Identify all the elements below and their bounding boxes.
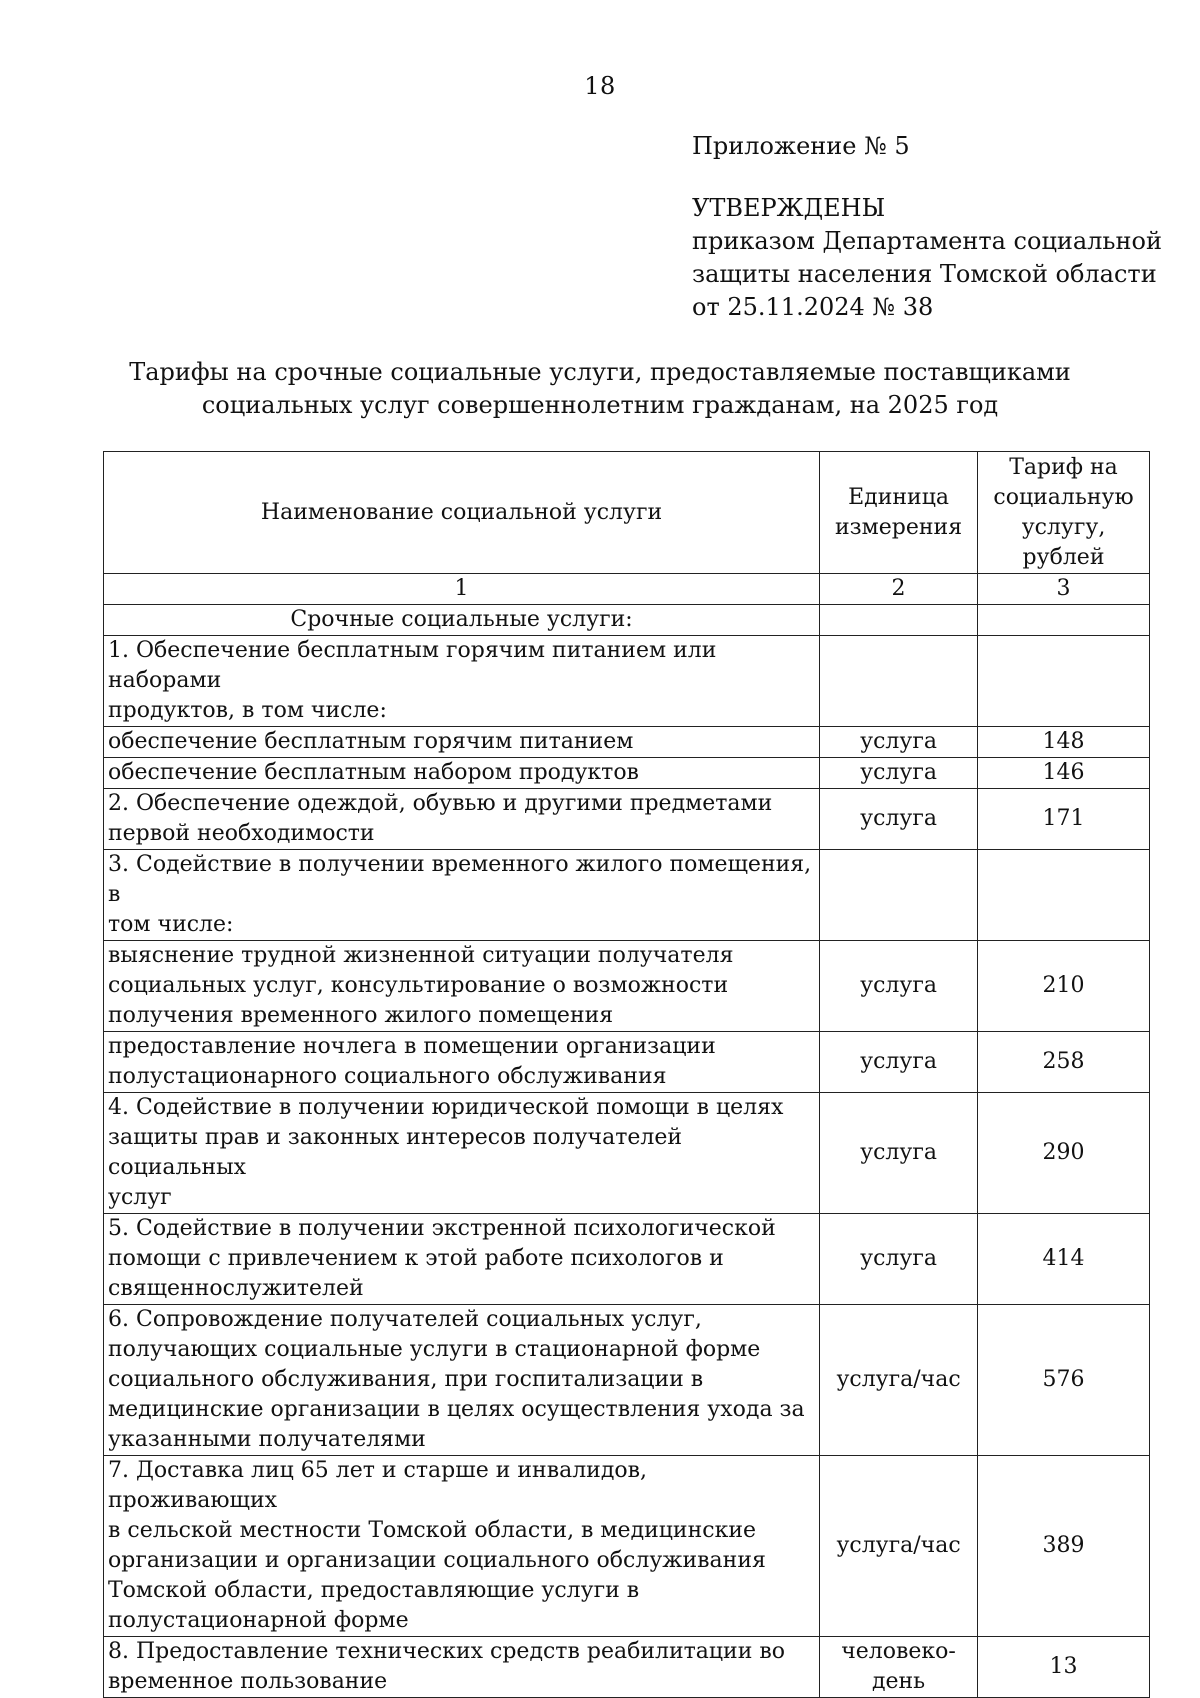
service-name-line: 1. Обеспечение бесплатным горячим питанием или наборами [108, 638, 717, 693]
header-tariff-line: социальную [993, 484, 1134, 510]
unit-cell: услуга [820, 1032, 978, 1093]
table-row [104, 1305, 1150, 1456]
approval-line: защиты населения Томской области [692, 260, 1157, 288]
service-name-line: продуктов, в том числе: [108, 698, 387, 723]
unit-cell: услуга [820, 1093, 978, 1214]
table-row [104, 758, 1150, 789]
approval-block [692, 192, 1162, 324]
unit-cell [820, 1637, 978, 1698]
column-number: 1 [104, 574, 820, 605]
section-title: Срочные социальные услуги: [104, 605, 820, 636]
service-name-line: защиты прав и законных интересов получателей социальных [108, 1125, 683, 1180]
approval-heading: УТВЕРЖДЕНЫ [692, 194, 886, 222]
title-line: социальных услуг совершеннолетним гражданам, на 2025 год [201, 391, 999, 419]
service-name-cell [104, 758, 820, 789]
service-name-cell [104, 1456, 820, 1637]
service-name-line: организации и организации социального обслуживания [108, 1548, 766, 1573]
appendix-label: Приложение № 5 [692, 132, 910, 160]
table-row [104, 1637, 1150, 1698]
service-name-cell [104, 1093, 820, 1214]
service-name-line: указанными получателями [108, 1427, 426, 1452]
service-name-line: услуг [108, 1185, 172, 1210]
service-name-cell [104, 1032, 820, 1093]
service-name-line: 4. Содействие в получении юридической помощи в целях [108, 1095, 784, 1120]
table-row [104, 1456, 1150, 1637]
service-name-line: 6. Сопровождение получателей социальных услуг, [108, 1307, 702, 1332]
table-row [104, 941, 1150, 1032]
service-name-line: обеспечение бесплатным набором продуктов [108, 760, 639, 785]
service-name-line: получения временного жилого помещения [108, 1003, 614, 1028]
title-line: Тарифы на срочные социальные услуги, предоставляемые поставщиками [129, 358, 1071, 386]
table-header-row [104, 452, 1150, 574]
empty-cell [978, 605, 1150, 636]
unit-cell: услуга/час [820, 1305, 978, 1456]
service-name-cell [104, 1637, 820, 1698]
service-name-cell [104, 1305, 820, 1456]
service-name-line: временное пользование [108, 1669, 388, 1694]
tariff-table [103, 451, 1150, 1698]
header-unit-line: Единица [848, 484, 949, 510]
tariff-cell: 13 [978, 1637, 1150, 1698]
service-name-line: медицинские организации в целях осуществления ухода за [108, 1397, 805, 1422]
document-title [0, 356, 1200, 422]
tariff-cell [978, 850, 1150, 941]
table-row [104, 1214, 1150, 1305]
service-name-cell [104, 1214, 820, 1305]
service-name-line: предоставление ночлега в помещении организации [108, 1034, 716, 1059]
service-name-line: том числе: [108, 912, 234, 937]
service-name-line: Томской области, предоставляющие услуги в [108, 1578, 640, 1603]
tariff-cell: 171 [978, 789, 1150, 850]
table-row [104, 850, 1150, 941]
header-unit [820, 452, 978, 574]
tariff-cell: 414 [978, 1214, 1150, 1305]
service-name-line: социального обслуживания, при госпитализации в [108, 1367, 704, 1392]
unit-cell: услуга [820, 941, 978, 1032]
column-number-row [104, 574, 1150, 605]
header-tariff-line: Тариф на [1009, 454, 1118, 480]
section-title-row [104, 605, 1150, 636]
service-name-cell [104, 727, 820, 758]
empty-cell [820, 605, 978, 636]
service-name-line: выяснение трудной жизненной ситуации получателя [108, 943, 734, 968]
table-row [104, 789, 1150, 850]
service-name-line: полустационарной форме [108, 1608, 409, 1633]
service-name-line: 2. Обеспечение одеждой, обувью и другими предметами [108, 791, 773, 816]
service-name-line: первой необходимости [108, 821, 375, 846]
unit-line: день [871, 1669, 926, 1694]
service-name-line: полустационарного социального обслуживания [108, 1064, 667, 1089]
service-name-line: обеспечение бесплатным горячим питанием [108, 729, 634, 754]
unit-cell: услуга [820, 727, 978, 758]
unit-cell [820, 636, 978, 727]
column-number: 3 [978, 574, 1150, 605]
header-unit-line: измерения [835, 514, 963, 540]
approval-line: приказом Департамента социальной [692, 227, 1162, 255]
service-name-line: 5. Содействие в получении экстренной психологической [108, 1216, 776, 1241]
table-row [104, 1093, 1150, 1214]
service-name-cell [104, 789, 820, 850]
service-name-line: 7. Доставка лиц 65 лет и старше и инвалидов, проживающих [108, 1458, 647, 1513]
table-row [104, 636, 1150, 727]
service-name-line: в сельской местности Томской области, в медицинские [108, 1518, 757, 1543]
unit-line: человеко- [841, 1639, 956, 1664]
service-name-line: получающих социальные услуги в стационарной форме [108, 1337, 761, 1362]
service-name-cell [104, 636, 820, 727]
header-tariff-line: рублей [1022, 544, 1105, 570]
unit-cell: услуга [820, 758, 978, 789]
page-number: 18 [584, 72, 616, 100]
service-name-line: социальных услуг, консультирование о возможности [108, 973, 729, 998]
unit-cell [820, 850, 978, 941]
tariff-cell: 576 [978, 1305, 1150, 1456]
table-row [104, 1032, 1150, 1093]
service-name-line: помощи с привлечением к этой работе психологов и [108, 1246, 724, 1271]
column-number: 2 [820, 574, 978, 605]
unit-cell: услуга/час [820, 1456, 978, 1637]
tariff-cell: 290 [978, 1093, 1150, 1214]
service-name-cell [104, 941, 820, 1032]
tariff-cell: 146 [978, 758, 1150, 789]
header-tariff-line: услугу, [1021, 514, 1106, 540]
header-service-name: Наименование социальной услуги [104, 452, 820, 574]
service-name-cell [104, 850, 820, 941]
service-name-line: 3. Содействие в получении временного жилого помещения, в [108, 852, 812, 907]
tariff-cell: 148 [978, 727, 1150, 758]
unit-cell: услуга [820, 789, 978, 850]
header-tariff [978, 452, 1150, 574]
tariff-cell: 258 [978, 1032, 1150, 1093]
service-name-line: 8. Предоставление технических средств реабилитации во [108, 1639, 786, 1664]
service-name-line: священнослужителей [108, 1276, 364, 1301]
approval-line: от 25.11.2024 № 38 [692, 293, 934, 321]
tariff-cell: 210 [978, 941, 1150, 1032]
unit-cell: услуга [820, 1214, 978, 1305]
tariff-cell [978, 636, 1150, 727]
table-row [104, 727, 1150, 758]
tariff-cell: 389 [978, 1456, 1150, 1637]
